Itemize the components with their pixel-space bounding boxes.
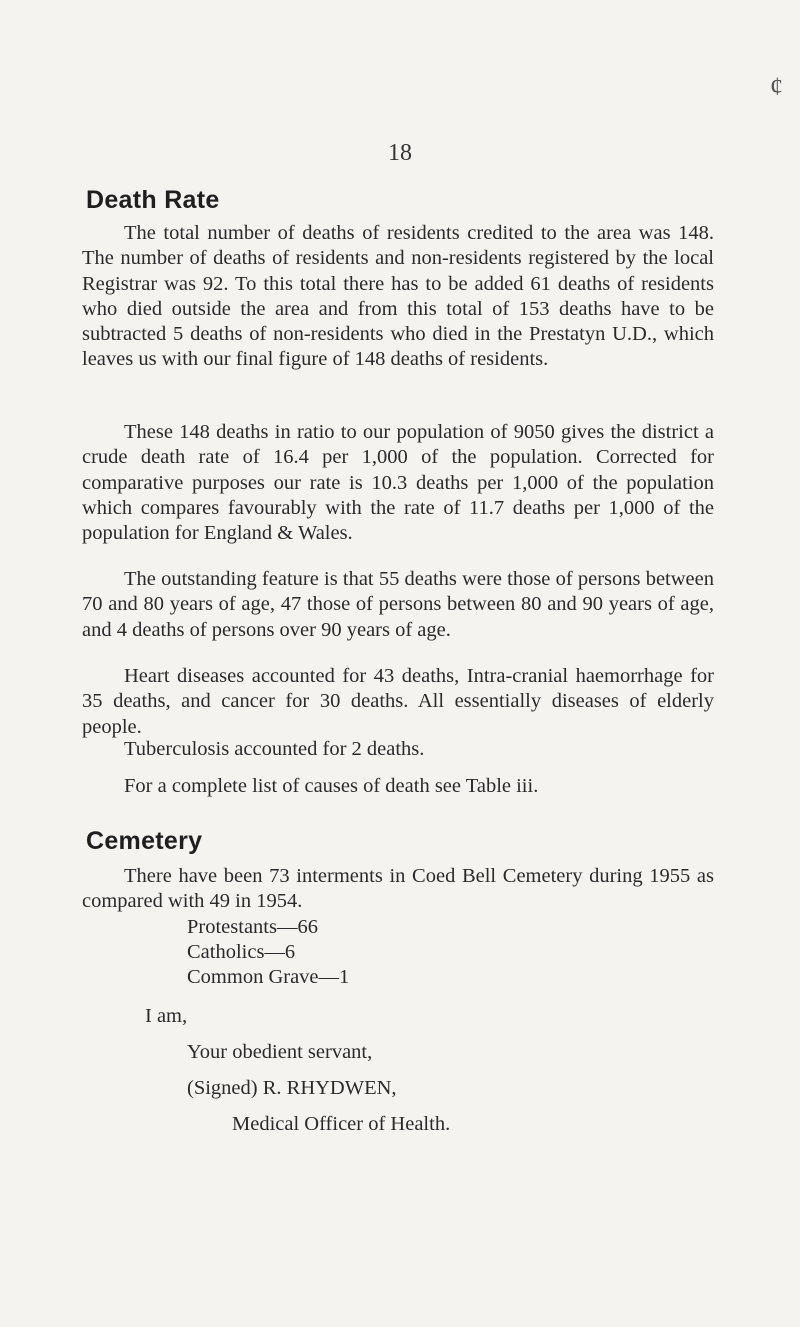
death-rate-paragraph-2: These 148 deaths in ratio to our population of 9050 gives the district a crude death rate of 16.4 per 1,000 of the population. Corrected for comparative purposes our rate is 10.3 deaths per 1,000 of the population which compares favourably with the rate of 11.7 deaths per 1,000 of the population for England & Wales. bbox=[82, 421, 714, 545]
cemetery-paragraph: There have been 73 interments in Coed Bell Cemetery during 1955 as compared with 49 in 1954. bbox=[82, 865, 714, 913]
death-rate-paragraph-6: For a complete list of causes of death see Table iii. bbox=[124, 775, 539, 797]
closing-line-4: Medical Officer of Health. bbox=[232, 1113, 451, 1135]
cemetery-breakdown-protestants: Protestants—66 bbox=[187, 916, 318, 938]
cemetery-heading: Cemetery bbox=[86, 827, 203, 855]
death-rate-paragraph-3: The outstanding feature is that 55 deaths were those of persons between 70 and 80 years of age, 47 those of persons between 80 and 90 years of age, and 4 deaths of persons over 90 years of age. bbox=[82, 568, 714, 641]
corner-mark: ¢ bbox=[770, 72, 783, 101]
cemetery-breakdown-catholics: Catholics—6 bbox=[187, 941, 296, 963]
death-rate-paragraph-4: Heart diseases accounted for 43 deaths, Intra-cranial haemorrhage for 35 deaths, and cancer for 30 deaths. All essentially diseases of elderly people. bbox=[82, 665, 714, 738]
cemetery-breakdown-common-grave: Common Grave—1 bbox=[187, 966, 350, 988]
page-number: 18 bbox=[388, 140, 412, 166]
death-rate-heading: Death Rate bbox=[86, 186, 220, 214]
closing-line-2: Your obedient servant, bbox=[187, 1041, 373, 1063]
death-rate-paragraph-5: Tuberculosis accounted for 2 deaths. bbox=[124, 738, 425, 760]
closing-line-3: (Signed) R. RHYDWEN, bbox=[187, 1077, 397, 1099]
death-rate-paragraph-1: The total number of deaths of residents credited to the area was 148. The number of deaths of residents and non-residents registered by the local Registrar was 92. To this total there has to be added 61 deaths of residents who died outside the area and from this total of 153 deaths have to be subtracted 5 deaths of non-residents who died in the Prestatyn U.D., which leaves us with our final figure of 148 deaths of residents. bbox=[82, 222, 714, 371]
closing-line-1: I am, bbox=[145, 1005, 188, 1027]
